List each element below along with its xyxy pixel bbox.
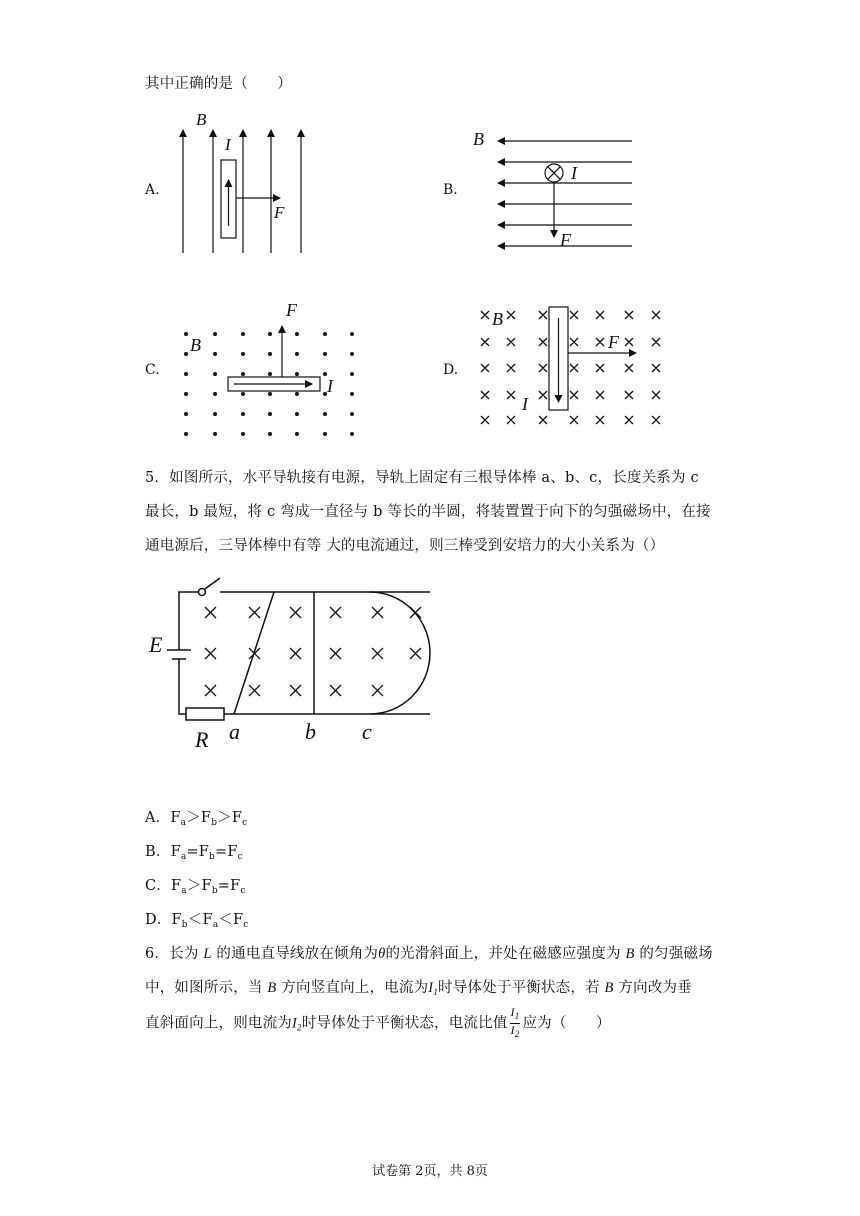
page-footer: 试卷第 2页，共 8页: [372, 1164, 488, 1179]
question-5-line-3: 通电源后，三导体棒中有等 大的电流通过，则三棒受到安培力的大小关系为（）: [145, 538, 665, 554]
option-c-label: C.: [145, 362, 160, 378]
q5-option-b: B．$F_a=F_b=F_c$: [145, 844, 243, 862]
svg-text:b: b: [305, 719, 316, 744]
question-4-tail: 其中正确的是（ ）: [145, 76, 292, 92]
question-5-line-2: 最长，b 最短，将 c 弯成一直径与 b 等长的半圆，将装置置于向下的匀强磁场中，在接: [145, 504, 711, 520]
svg-text:B: B: [196, 110, 207, 129]
svg-text:F: F: [274, 203, 285, 222]
svg-text:F: F: [608, 332, 619, 352]
figure-option-a: [170, 108, 320, 258]
option-d-label: D.: [443, 362, 459, 378]
figure-option-c: [170, 294, 370, 442]
question-6-line-3: 直斜面向上，则电流为$I_2$时导体处于平衡状态，电流比值 $\frac{I_1}{I_2}$ 应为（ ）: [145, 1005, 611, 1039]
figure-question-5-circuit: [140, 572, 440, 752]
q5-option-a: A．$F_a>F_b>F_c$: [145, 810, 248, 828]
svg-text:I: I: [327, 376, 333, 396]
option-a-label: A.: [145, 182, 160, 198]
option-b-label: B.: [443, 182, 458, 198]
figure-option-b: [468, 124, 638, 260]
question-5-line-1: 5．如图所示，水平导轨接有电源，导轨上固定有三根导体棒 a、b、c，长度关系为 c: [145, 470, 699, 486]
svg-text:B: B: [190, 335, 201, 355]
svg-text:E: E: [149, 632, 163, 657]
svg-text:c: c: [362, 719, 372, 744]
svg-text:B: B: [492, 309, 503, 329]
q5-option-c: C．$F_a>F_b=F_c$: [145, 878, 246, 896]
question-6-line-2: 中，如图所示，当 B 方向竖直向上，电流为$I_1$时导体处于平衡状态，若 B 方向改为垂: [145, 980, 692, 997]
figure-option-d: [470, 300, 670, 440]
current-ratio-fraction: $\frac{I_1}{I_2}$: [510, 1005, 520, 1039]
svg-text:F: F: [560, 230, 571, 250]
svg-text:a: a: [229, 719, 240, 744]
q5-option-d: D．$F_b<F_a<F_c$: [145, 912, 249, 930]
svg-text:I: I: [522, 394, 528, 414]
svg-text:I: I: [225, 135, 231, 154]
svg-text:I: I: [571, 163, 577, 183]
svg-text:F: F: [286, 300, 297, 320]
question-6-line-1: 6．长为 L 的通电直导线放在倾角为θ的光滑斜面上，并处在磁感应强度为 B 的匀强磁场: [145, 946, 713, 962]
svg-text:B: B: [473, 129, 484, 149]
svg-text:R: R: [195, 727, 209, 752]
